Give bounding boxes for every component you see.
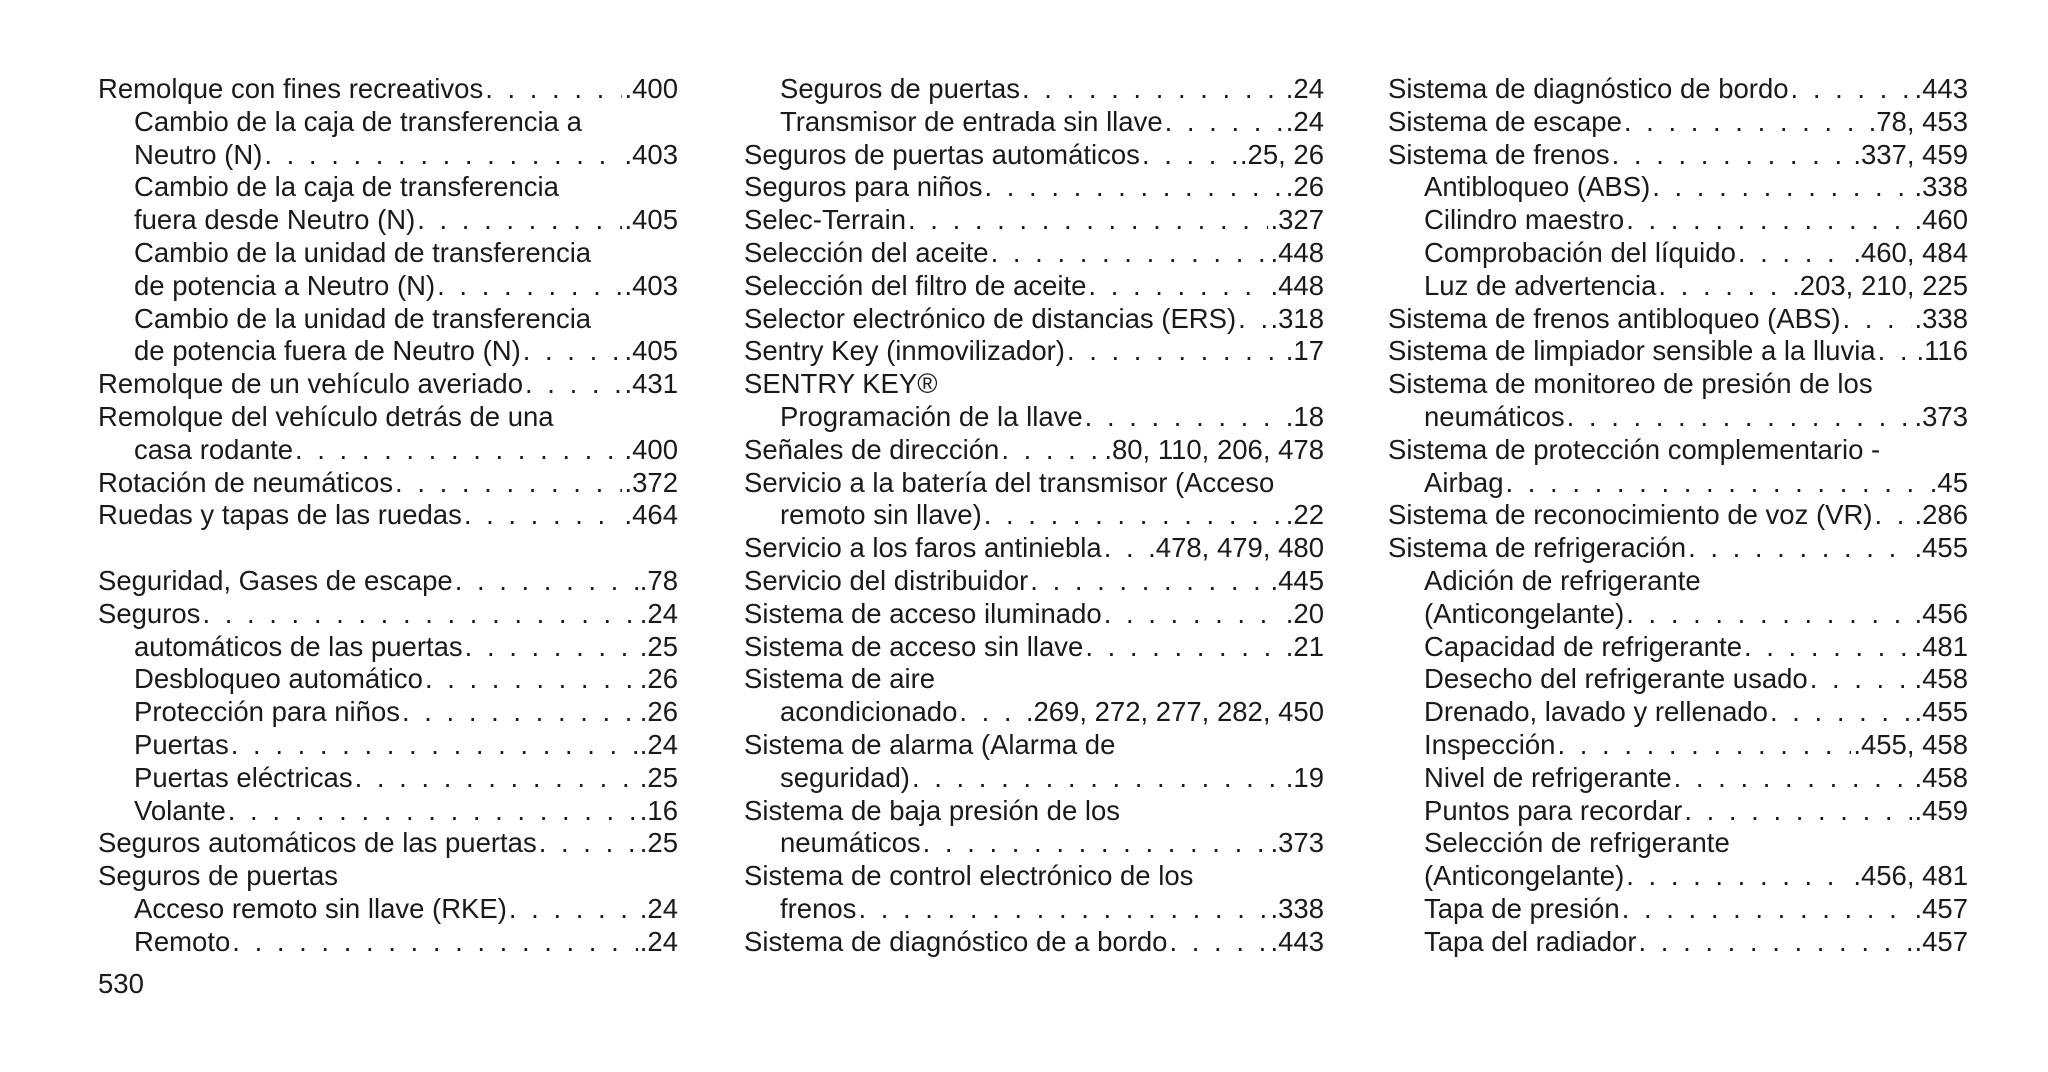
- entry-text: Sistema de refrigeración: [1388, 532, 1687, 564]
- index-entry-continuation: [1388, 401, 1968, 434]
- index-subentry: [98, 729, 678, 762]
- entry-text: Puertas eléctricas: [134, 761, 353, 793]
- entry-text: Puntos para recordar: [1424, 794, 1683, 826]
- index-subentry: [1388, 729, 1968, 762]
- entry-text: Selección del aceite: [744, 236, 989, 268]
- dot-leader: [985, 171, 1284, 204]
- dot-leader: [1612, 139, 1852, 172]
- entry-text: Sistema de control electrónico de los: [744, 860, 1194, 892]
- index-entry: [1388, 303, 1968, 336]
- index-entry: [744, 171, 1324, 204]
- entry-text: Seguros de puertas: [98, 860, 339, 892]
- entry-text: (Anticongelante): [1424, 860, 1625, 892]
- dot-leader: [525, 368, 622, 401]
- index-subentry: [98, 139, 678, 172]
- index-entry: [744, 270, 1324, 303]
- index-subentry: [1388, 663, 1968, 696]
- entry-text: automáticos de las puertas: [134, 630, 463, 662]
- index-subentry: [1388, 204, 1968, 237]
- entry-text: Sistema de aire: [744, 663, 936, 695]
- index-entry: [98, 565, 678, 598]
- entry-pages: .22: [1285, 499, 1324, 531]
- entry-text: Airbag: [1424, 466, 1504, 498]
- index-subentry: [98, 631, 678, 664]
- index-subentry: [98, 204, 678, 237]
- index-subentry: [1388, 237, 1968, 270]
- dot-leader: [464, 499, 623, 532]
- dot-leader: [1567, 401, 1913, 434]
- index-entry-continuation: [98, 434, 678, 467]
- entry-pages: .25: [639, 827, 678, 859]
- entry-pages: .448: [1270, 236, 1324, 268]
- entry-text: Cambio de la unidad de transferencia: [134, 302, 592, 334]
- entry-pages: .26: [639, 663, 678, 695]
- index-entry-continuation: [744, 499, 1324, 532]
- index-entry: [744, 303, 1324, 336]
- entry-pages: .456, 481: [1853, 860, 1968, 892]
- dot-leader: [1652, 171, 1912, 204]
- dot-leader: [1842, 303, 1912, 336]
- entry-pages: .455: [1914, 532, 1968, 564]
- index-subentry: [98, 893, 678, 926]
- entry-pages: .443: [1270, 925, 1324, 957]
- entry-pages: .403: [624, 138, 678, 170]
- dot-leader: [395, 467, 622, 500]
- index-column-2: [744, 73, 1324, 959]
- dot-leader: [1658, 270, 1790, 303]
- index-subentry: [98, 106, 678, 139]
- index-entry: [744, 237, 1324, 270]
- dot-leader: [1624, 106, 1867, 139]
- entry-text: Acceso remoto sin llave (RKE): [134, 892, 507, 924]
- index-subentry: [1388, 171, 1968, 204]
- entry-pages: .478, 479, 480: [1148, 532, 1324, 564]
- entry-text: Selección del filtro de aceite: [744, 269, 1087, 301]
- index-entry-continuation: [744, 762, 1324, 795]
- dot-leader: [1810, 663, 1913, 696]
- entry-text: Seguros de puertas: [780, 73, 1021, 104]
- entry-text: Sistema de diagnóstico de bordo: [1388, 73, 1789, 104]
- index-entry: [1388, 368, 1968, 401]
- entry-pages: .400: [624, 73, 678, 104]
- dot-leader: [1238, 303, 1268, 336]
- entry-text: Capacidad de refrigerante: [1424, 630, 1742, 662]
- entry-pages: .116: [1916, 335, 1968, 367]
- index-entry: [744, 795, 1324, 828]
- dot-leader: [202, 598, 637, 631]
- entry-pages: .403: [624, 269, 678, 301]
- index-subentry: [1388, 795, 1968, 828]
- dot-leader: [1104, 532, 1146, 565]
- entry-pages: .373: [1270, 827, 1324, 859]
- dot-leader: [425, 663, 638, 696]
- dot-leader: [1626, 598, 1912, 631]
- index-entry: [744, 467, 1324, 500]
- entry-pages: .457: [1914, 892, 1968, 924]
- entry-pages: .78, 453: [1868, 105, 1968, 137]
- dot-leader: [1142, 139, 1238, 172]
- entry-text: Sistema de reconocimiento de voz (VR): [1388, 499, 1873, 531]
- dot-leader: [1878, 335, 1915, 368]
- index-entry: [98, 368, 678, 401]
- index-entry: [1388, 335, 1968, 368]
- dot-leader: [1674, 762, 1913, 795]
- index-subentry: [98, 762, 678, 795]
- dot-leader: [295, 434, 622, 467]
- entry-text: Remolque de un vehículo averiado: [98, 368, 524, 400]
- dot-leader: [1626, 860, 1851, 893]
- entry-pages: .80, 110, 206, 478: [1104, 433, 1324, 465]
- entry-pages: .24: [1285, 73, 1324, 104]
- index-entry: [1388, 532, 1968, 565]
- entry-pages: .318: [1270, 302, 1324, 334]
- entry-text: frenos: [780, 892, 857, 924]
- index-subentry: [1388, 631, 1968, 664]
- dot-leader: [1622, 893, 1913, 926]
- dot-leader: [1791, 73, 1913, 106]
- entry-pages: .203, 210, 225: [1792, 269, 1968, 301]
- entry-text: Selec-Terrain: [744, 204, 907, 236]
- entry-pages: .338: [1270, 892, 1324, 924]
- index-entry: [744, 663, 1324, 696]
- dot-leader: [1770, 696, 1912, 729]
- dot-leader: [523, 335, 623, 368]
- entry-text: Sistema de escape: [1388, 105, 1622, 137]
- index-subentry: [98, 663, 678, 696]
- dot-leader: [455, 565, 638, 598]
- entry-text: Señales de dirección: [744, 433, 1000, 465]
- index-entry: [744, 139, 1324, 172]
- entry-pages: .24: [1285, 105, 1324, 137]
- entry-pages: .338: [1914, 171, 1968, 203]
- entry-text: Remolque del vehículo detrás de una: [98, 400, 554, 432]
- index-entry: [1388, 434, 1968, 467]
- dot-leader: [912, 762, 1284, 795]
- entry-text: Sistema de baja presión de los: [744, 794, 1121, 826]
- entry-pages: .460, 484: [1853, 236, 1968, 268]
- entry-text: (Anticongelante): [1424, 597, 1625, 629]
- entry-pages: .456: [1914, 597, 1968, 629]
- index-entry-continuation: [744, 696, 1324, 729]
- dot-leader: [355, 762, 638, 795]
- entry-pages: .400: [624, 433, 678, 465]
- entry-pages: .25, 26: [1239, 138, 1324, 170]
- index-subentry: [1388, 827, 1968, 860]
- dot-leader: [264, 139, 622, 172]
- dot-leader: [923, 827, 1269, 860]
- entry-pages: .405: [624, 204, 678, 236]
- dot-leader: [231, 729, 638, 762]
- index-subentry: [1388, 598, 1968, 631]
- entry-text: acondicionado: [780, 696, 958, 728]
- entry-pages: .16: [639, 794, 678, 826]
- index-entry-continuation: [744, 893, 1324, 926]
- dot-leader: [1067, 335, 1284, 368]
- dot-leader: [1030, 565, 1268, 598]
- entry-text: Sistema de acceso iluminado: [744, 597, 1102, 629]
- entry-text: Programación de la llave: [780, 400, 1083, 432]
- dot-leader: [509, 893, 638, 926]
- index-subentry: [1388, 696, 1968, 729]
- index-entry: [1388, 499, 1968, 532]
- entry-pages: .459: [1914, 794, 1968, 826]
- index-column-1: [98, 73, 678, 959]
- entry-text: Nivel de refrigerante: [1424, 761, 1672, 793]
- entry-text: Sistema de alarma (Alarma de: [744, 728, 1116, 760]
- dot-leader: [232, 926, 637, 959]
- entry-text: Desbloqueo automático: [134, 663, 423, 695]
- dot-leader: [1088, 270, 1268, 303]
- entry-text: Seguros automáticos de las puertas: [98, 827, 537, 859]
- entry-text: Ruedas y tapas de las ruedas: [98, 499, 462, 531]
- entry-pages: .24: [639, 728, 678, 760]
- entry-pages: .17: [1285, 335, 1324, 367]
- entry-text: Cilindro maestro: [1424, 204, 1625, 236]
- index-entry: [1388, 106, 1968, 139]
- entry-pages: .464: [624, 499, 678, 531]
- index-subentry: [1388, 893, 1968, 926]
- entry-pages: .24: [639, 892, 678, 924]
- entry-pages: .458: [1914, 663, 1968, 695]
- dot-leader: [1506, 467, 1928, 500]
- entry-text: Sistema de frenos: [1388, 138, 1610, 170]
- entry-pages: .448: [1270, 269, 1324, 301]
- index-entry-continuation: [744, 827, 1324, 860]
- index-subentry: [98, 270, 678, 303]
- entry-text: Selección de refrigerante: [1424, 827, 1730, 859]
- entry-pages: .286: [1914, 499, 1968, 531]
- entry-text: Remolque con fines recreativos: [98, 73, 484, 104]
- index-entry: [744, 368, 1324, 401]
- entry-text: Sistema de frenos antibloqueo (ABS): [1388, 302, 1841, 334]
- entry-text: Transmisor de entrada sin llave: [780, 105, 1163, 137]
- entry-text: Sistema de protección complementario -: [1388, 433, 1881, 465]
- entry-pages: .26: [1285, 171, 1324, 203]
- entry-text: fuera desde Neutro (N): [134, 204, 416, 236]
- dot-leader: [1085, 401, 1284, 434]
- index-subentry: [1388, 860, 1968, 893]
- index-entry: [744, 335, 1324, 368]
- dot-leader: [1738, 237, 1851, 270]
- entry-pages: .25: [639, 761, 678, 793]
- index-subentry: [1388, 926, 1968, 959]
- entry-text: casa rodante: [134, 433, 293, 465]
- index-subentry: [744, 73, 1324, 106]
- entry-text: neumáticos: [780, 827, 921, 859]
- index-subentry: [98, 335, 678, 368]
- index-entry: [1388, 139, 1968, 172]
- entry-text: Sistema de monitoreo de presión de los: [1388, 368, 1873, 400]
- entry-pages: .373: [1914, 400, 1968, 432]
- index-entry: [744, 860, 1324, 893]
- entry-pages: .18: [1285, 400, 1324, 432]
- dot-leader: [539, 827, 638, 860]
- entry-text: Tapa de presión: [1424, 892, 1620, 924]
- entry-pages: .455: [1914, 696, 1968, 728]
- entry-pages: .327: [1270, 204, 1324, 236]
- entry-pages: .443: [1914, 73, 1968, 104]
- index-entry-continuation: [1388, 467, 1968, 500]
- entry-pages: .445: [1270, 564, 1324, 596]
- index-entry: [98, 73, 678, 106]
- entry-text: Comprobación del líquido: [1424, 236, 1736, 268]
- index-entry: [744, 631, 1324, 664]
- index-subentry: [98, 237, 678, 270]
- dot-leader: [1085, 631, 1283, 664]
- entry-text: Selector electrónico de distancias (ERS): [744, 302, 1237, 334]
- index-entry: [1388, 73, 1968, 106]
- entry-text: Seguros para niños: [744, 171, 983, 203]
- index-entry: [744, 532, 1324, 565]
- dot-leader: [1022, 73, 1284, 106]
- entry-pages: .455, 458: [1853, 728, 1968, 760]
- entry-pages: .78: [639, 564, 678, 596]
- index-subentry: [1388, 762, 1968, 795]
- index-entry: [744, 598, 1324, 631]
- dot-leader: [1557, 729, 1851, 762]
- entry-pages: .269, 272, 277, 282, 450: [1025, 696, 1324, 728]
- dot-leader: [417, 204, 622, 237]
- dot-leader: [1688, 532, 1912, 565]
- index-entry: [744, 204, 1324, 237]
- index-entry: [98, 401, 678, 434]
- entry-text: Servicio a la batería del transmisor (Acceso: [744, 466, 1275, 498]
- entry-text: Seguros: [98, 597, 201, 629]
- index-subentry: [1388, 565, 1968, 598]
- index-spacer: [98, 532, 678, 565]
- index-entry: [98, 598, 678, 631]
- entry-text: Rotación de neumáticos: [98, 466, 394, 498]
- entry-text: remoto sin llave): [780, 499, 982, 531]
- dot-leader: [908, 204, 1268, 237]
- index-entry: [98, 860, 678, 893]
- dot-leader: [228, 795, 638, 828]
- dot-leader: [1744, 631, 1912, 664]
- entry-text: seguridad): [780, 761, 910, 793]
- entry-text: Cambio de la caja de transferencia a: [134, 105, 582, 137]
- entry-pages: .24: [639, 925, 678, 957]
- index-column-3: [1388, 73, 1968, 959]
- entry-text: Servicio a los faros antiniebla: [744, 532, 1102, 564]
- dot-leader: [858, 893, 1268, 926]
- entry-text: SENTRY KEY®: [744, 368, 938, 400]
- dot-leader: [1639, 926, 1913, 959]
- index-subentry: [98, 926, 678, 959]
- dot-leader: [1626, 204, 1912, 237]
- entry-text: Antibloqueo (ABS): [1424, 171, 1651, 203]
- entry-pages: .19: [1285, 761, 1324, 793]
- entry-text: Adición de refrigerante: [1424, 564, 1701, 596]
- entry-pages: .337, 459: [1853, 138, 1968, 170]
- entry-pages: .405: [624, 335, 678, 367]
- entry-pages: .431: [624, 368, 678, 400]
- entry-text: Sistema de acceso sin llave: [744, 630, 1084, 662]
- entry-text: Luz de advertencia: [1424, 269, 1657, 301]
- entry-text: Protección para niños: [134, 696, 400, 728]
- entry-text: Desecho del refrigerante usado: [1424, 663, 1808, 695]
- entry-text: Inspección: [1424, 728, 1556, 760]
- entry-pages: .460: [1914, 204, 1968, 236]
- entry-text: Volante: [134, 794, 226, 826]
- index-entry: [98, 827, 678, 860]
- index-subentry: [98, 795, 678, 828]
- dot-leader: [1165, 106, 1284, 139]
- entry-text: Neutro (N): [134, 138, 263, 170]
- index-subentry: [98, 696, 678, 729]
- entry-pages: .24: [639, 597, 678, 629]
- index-entry: [744, 729, 1324, 762]
- entry-text: de potencia a Neutro (N): [134, 269, 436, 301]
- entry-text: Puertas: [134, 728, 229, 760]
- dot-leader: [984, 499, 1284, 532]
- entry-text: Sistema de limpiador sensible a la lluvia: [1388, 335, 1876, 367]
- index-subentry: [744, 106, 1324, 139]
- entry-pages: .25: [639, 630, 678, 662]
- page-number: 530: [98, 968, 144, 999]
- entry-pages: .45: [1929, 466, 1968, 498]
- dot-leader: [1684, 795, 1912, 828]
- entry-pages: .481: [1914, 630, 1968, 662]
- dot-leader: [465, 631, 638, 664]
- entry-pages: .458: [1914, 761, 1968, 793]
- dot-leader: [485, 73, 622, 106]
- index-entry: [98, 467, 678, 500]
- entry-text: Sentry Key (inmovilizador): [744, 335, 1065, 367]
- entry-pages: .372: [624, 466, 678, 498]
- entry-pages: .338: [1914, 302, 1968, 334]
- dot-leader: [1169, 926, 1268, 959]
- entry-pages: .20: [1285, 597, 1324, 629]
- index-entry: [744, 565, 1324, 598]
- dot-leader: [1875, 499, 1913, 532]
- entry-text: de potencia fuera de Neutro (N): [134, 335, 521, 367]
- entry-text: Servicio del distribuidor: [744, 564, 1029, 596]
- entry-text: Cambio de la unidad de transferencia: [134, 236, 592, 268]
- index-entry: [98, 499, 678, 532]
- entry-text: Drenado, lavado y rellenado: [1424, 696, 1768, 728]
- dot-leader: [1001, 434, 1102, 467]
- entry-pages: .21: [1285, 630, 1324, 662]
- dot-leader: [991, 237, 1269, 270]
- entry-text: Cambio de la caja de transferencia: [134, 171, 559, 203]
- index-entry: [744, 434, 1324, 467]
- index-entry: [744, 926, 1324, 959]
- entry-text: neumáticos: [1424, 400, 1565, 432]
- entry-text: Seguridad, Gases de escape: [98, 564, 453, 596]
- index-subentry: [98, 303, 678, 336]
- index-subentry: [744, 401, 1324, 434]
- dot-leader: [437, 270, 622, 303]
- entry-text: Seguros de puertas automáticos: [744, 138, 1140, 170]
- index-subentry: [98, 171, 678, 204]
- dot-leader: [959, 696, 1023, 729]
- entry-text: Tapa del radiador: [1424, 925, 1637, 957]
- entry-text: Remoto: [134, 925, 231, 957]
- entry-text: Sistema de diagnóstico de a bordo: [744, 925, 1168, 957]
- dot-leader: [1104, 598, 1284, 631]
- index-subentry: [1388, 270, 1968, 303]
- entry-pages: .457: [1914, 925, 1968, 957]
- dot-leader: [402, 696, 638, 729]
- entry-pages: .26: [639, 696, 678, 728]
